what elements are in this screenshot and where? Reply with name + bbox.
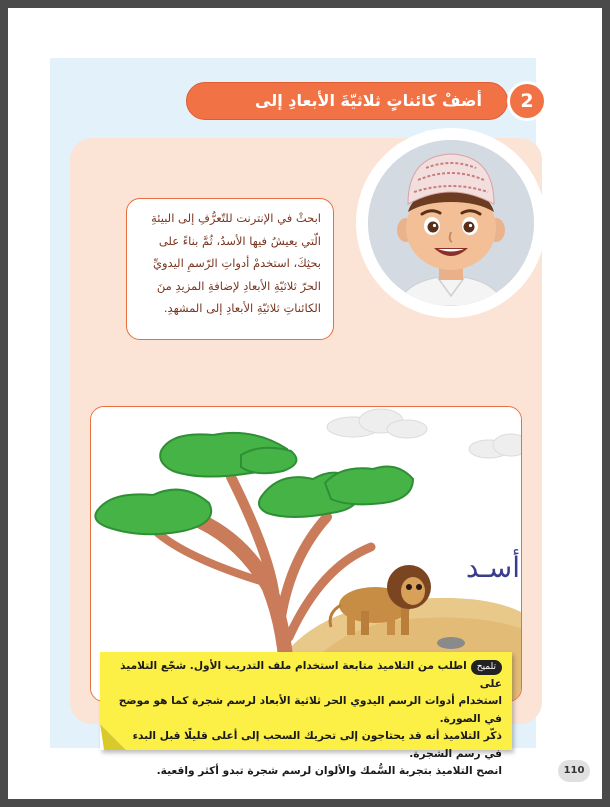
boy-avatar-illustration	[368, 140, 534, 306]
teacher-hint-note	[100, 652, 512, 777]
page-number: 110	[558, 760, 590, 782]
note-line	[114, 658, 502, 693]
note-line-text: اطلب من التلاميذ متابعة استخدام ملف التدريب الأول. شجّع التلاميذ على	[120, 660, 502, 690]
note-fold-corner	[100, 724, 126, 750]
hint-badge: تلميح	[471, 660, 502, 675]
bubble-line: الّتي يعيشُ فيها الأسدُ، ثُمَّ بناءً على	[158, 233, 321, 248]
bubble-line: الكائناتِ ثلاثيّةِ الأبعادِ إلى المشهدِ.	[163, 301, 321, 315]
lion-label: أسـد	[465, 551, 520, 584]
note-line: انصح التلاميذ بتجربة السُّمك والألوان لرسم شجرة تبدو أكثر واقعية.	[156, 765, 502, 777]
note-line: استخدام أدوات الرسم اليدوي الحر ثلاثية الأبعاد لرسم شجرة كما هو موضح في الصورة.	[118, 695, 502, 725]
activity-number-badge: 2	[510, 84, 544, 118]
boy-avatar-drawing	[368, 140, 534, 306]
note-line: ذكّر التلاميذ أنه قد يحتاجون إلى تحريك السحب إلى أعلى قليلًا قبل البدء في رسم الشجرة.	[132, 730, 502, 760]
bubble-line: الحرّ ثلاثيّةِ الأبعادِ لإضافةِ المزيدِ منَ	[156, 278, 321, 293]
activity-title: أضفْ كائناتٍ ثلاثيّةَ الأبعادِ إلى	[255, 91, 482, 110]
bubble-line: بحثِكَ، استخدمْ أدواتِ الرّسمِ اليدويِّ	[153, 256, 321, 270]
speech-bubble	[126, 198, 334, 340]
bubble-line: ابحثْ في الإنترنت للتّعرُّفِ إلى البيئةِ	[151, 211, 321, 225]
